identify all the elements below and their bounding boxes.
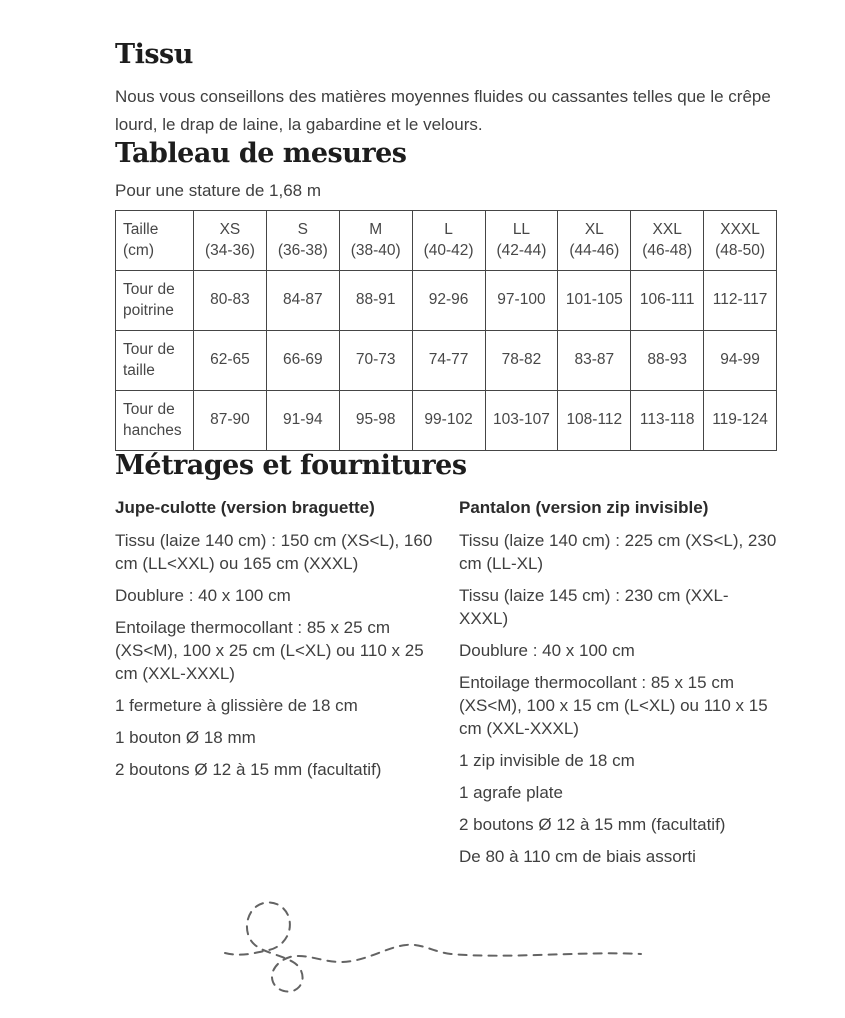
measurement-cell: 91-94 [266, 391, 339, 451]
size-header-cell: S (36-38) [266, 211, 339, 271]
table-row [116, 391, 777, 451]
supply-item: Doublure : 40 x 100 cm [115, 586, 291, 606]
supply-item: Doublure : 40 x 100 cm [459, 641, 635, 661]
supply-item: Tissu (laize 145 cm) : 230 cm (XXL-XXXL) [459, 586, 729, 629]
supply-list-jupe-culotte [115, 529, 433, 781]
supplies-columns [115, 497, 777, 877]
supply-item: 1 agrafe plate [459, 783, 563, 803]
tissu-paragraph: Nous vous conseillons des matières moyennes fluides ou cassantes telles que le crêpe lourd, le drap de laine, la gabardine et le velours. [115, 86, 771, 134]
measurement-cell: 84-87 [266, 271, 339, 331]
measurement-cell: 88-91 [339, 271, 412, 331]
table-row [116, 271, 777, 331]
measurement-cell: 106-111 [631, 271, 704, 331]
supply-item: 2 boutons Ø 12 à 15 mm (facultatif) [115, 760, 382, 780]
row-label-cell: Tour de taille [116, 331, 194, 391]
supply-list-pantalon [459, 529, 777, 868]
stature-note: Pour une stature de 1,68 m [115, 181, 322, 201]
row-label-cell: Tour de hanches [116, 391, 194, 451]
measurement-cell: 83-87 [558, 331, 631, 391]
measurement-cell: 97-100 [485, 271, 558, 331]
measurement-cell: 62-65 [194, 331, 267, 391]
stitch-doodle-decoration [203, 891, 653, 1013]
size-header-cell: LL (42-44) [485, 211, 558, 271]
supply-item: Tissu (laize 140 cm) : 225 cm (XS<L), 230 cm (LL-XL) [459, 531, 777, 574]
measurement-cell: 78-82 [485, 331, 558, 391]
section-title-metrages-et-fournitures: Métrages et fournitures [115, 450, 467, 482]
measurement-cell: 99-102 [412, 391, 485, 451]
stitch-thread-icon [203, 891, 653, 1013]
measurement-cell: 70-73 [339, 331, 412, 391]
measurement-cell: 113-118 [631, 391, 704, 451]
column-jupe-culotte [115, 497, 433, 877]
measurement-cell: 74-77 [412, 331, 485, 391]
table-corner-cell: Taille (cm) [116, 211, 194, 271]
column-heading-jupe-culotte: Jupe-culotte (version braguette) [115, 498, 375, 518]
measurement-cell: 92-96 [412, 271, 485, 331]
supply-item: Entoilage thermocollant : 85 x 25 cm (XS<M), 100 x 25 cm (L<XL) ou 110 x 25 cm (XXL-XXXL) [115, 618, 424, 684]
supply-item: Entoilage thermocollant : 85 x 15 cm (XS<M), 100 x 15 cm (L<XL) ou 110 x 15 cm (XXL-XXXL) [459, 673, 768, 739]
measurement-cell: 88-93 [631, 331, 704, 391]
measurement-cell: 112-117 [704, 271, 777, 331]
supply-item: 1 bouton Ø 18 mm [115, 728, 256, 748]
measurement-cell: 119-124 [704, 391, 777, 451]
measurement-cell: 101-105 [558, 271, 631, 331]
measurement-table [115, 210, 777, 451]
row-label-cell: Tour de poitrine [116, 271, 194, 331]
supply-item: 1 zip invisible de 18 cm [459, 751, 635, 771]
section-title-tissu: Tissu [115, 39, 193, 70]
size-header-cell: XL (44-46) [558, 211, 631, 271]
section-title-tableau-de-mesures: Tableau de mesures [115, 137, 407, 169]
measurement-cell: 66-69 [266, 331, 339, 391]
size-header-cell: L (40-42) [412, 211, 485, 271]
supply-item: 1 fermeture à glissière de 18 cm [115, 696, 358, 716]
measurement-cell: 103-107 [485, 391, 558, 451]
size-header-cell: XXXL (48-50) [704, 211, 777, 271]
column-pantalon [459, 497, 777, 877]
measurement-cell: 87-90 [194, 391, 267, 451]
size-header-cell: XXL (46-48) [631, 211, 704, 271]
table-header-row [116, 211, 777, 271]
size-header-cell: XS (34-36) [194, 211, 267, 271]
measurement-cell: 108-112 [558, 391, 631, 451]
supply-item: De 80 à 110 cm de biais assorti [459, 847, 696, 867]
measurement-cell: 95-98 [339, 391, 412, 451]
size-header-cell: M (38-40) [339, 211, 412, 271]
supply-item: Tissu (laize 140 cm) : 150 cm (XS<L), 160 cm (LL<XXL) ou 165 cm (XXXL) [115, 531, 433, 574]
measurement-cell: 80-83 [194, 271, 267, 331]
measurement-cell: 94-99 [704, 331, 777, 391]
supply-item: 2 boutons Ø 12 à 15 mm (facultatif) [459, 815, 726, 835]
column-heading-pantalon: Pantalon (version zip invisible) [459, 498, 709, 518]
table-row [116, 331, 777, 391]
